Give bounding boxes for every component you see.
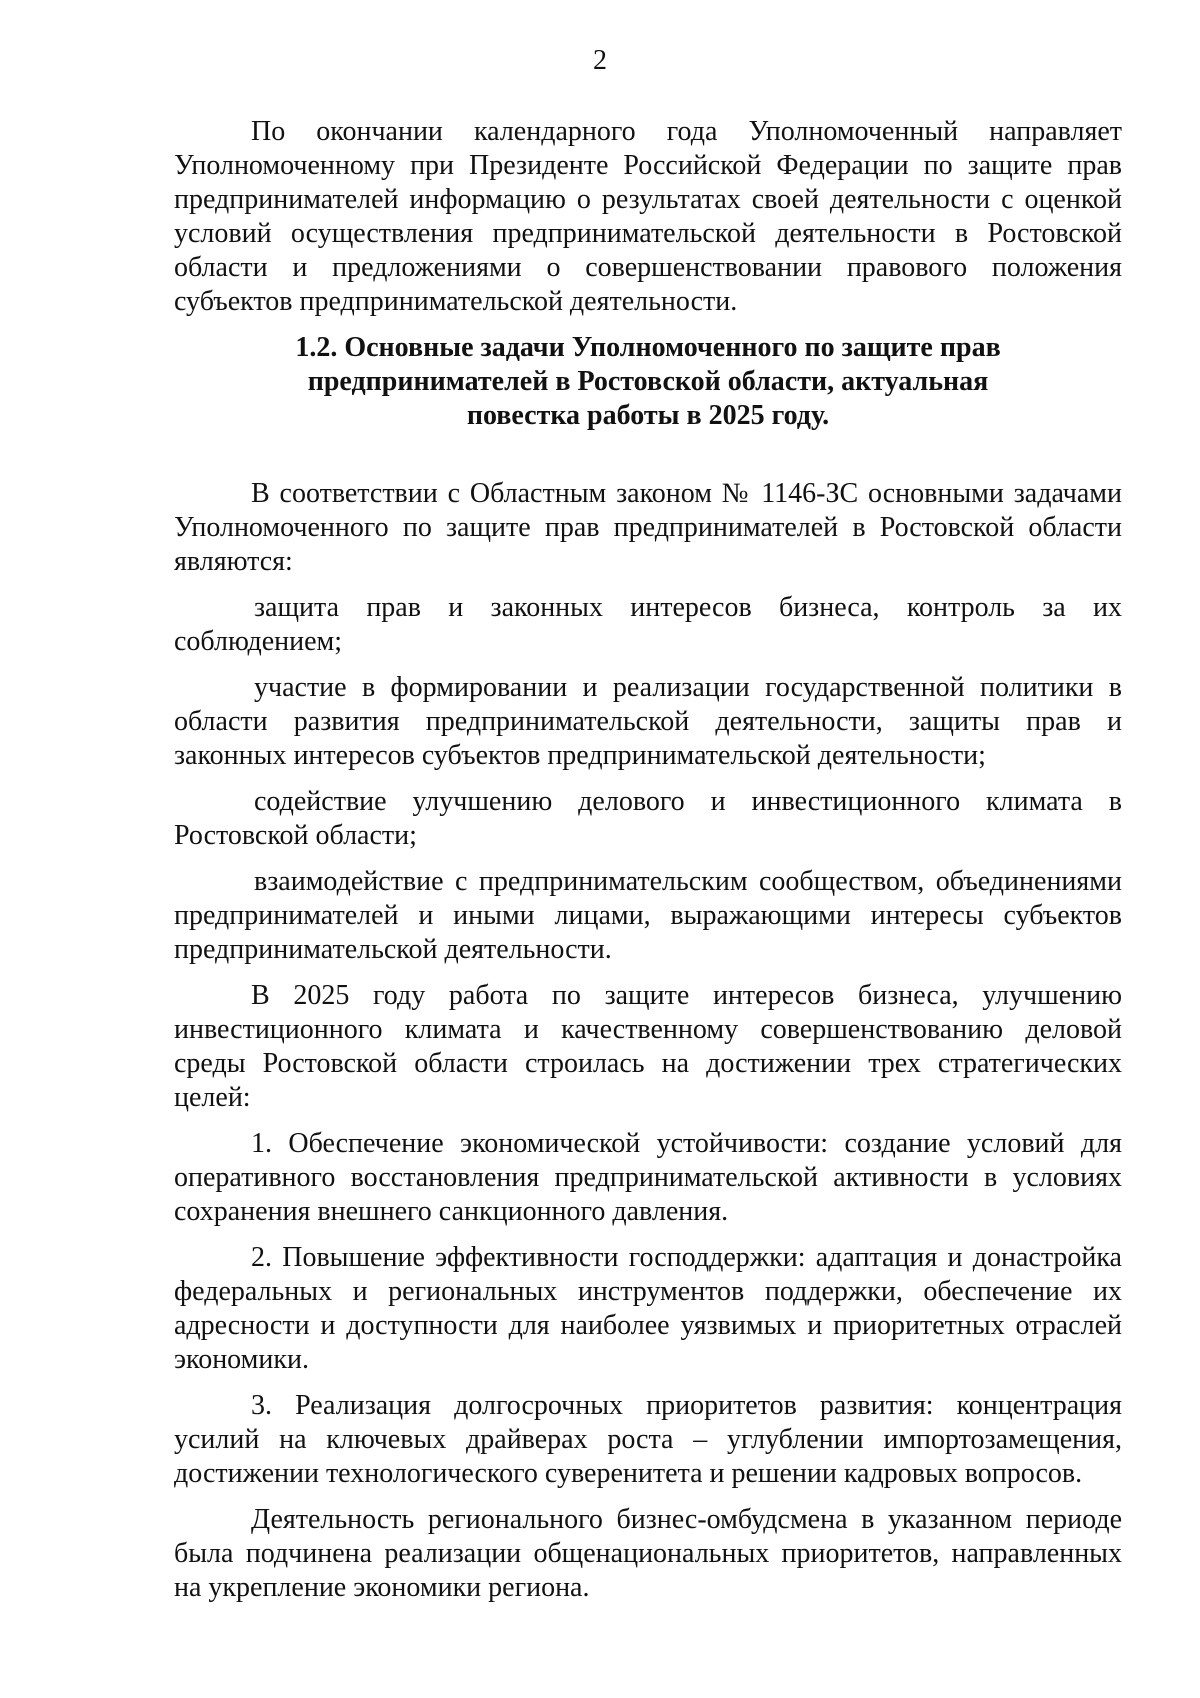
task-item: участие в формировании и реализации государственной политики в области развития предпринимательской деятельности, защиты прав и законных интересов субъектов предпринимательской деятельности; [174,672,1122,771]
goal-item: 3. Реализация долгосрочных приоритетов развития: концентрация усилий на ключевых драйверах роста – углублении импортозамещения, достижении технологического суверенитета и решении кадровых вопросов. [174,1390,1122,1489]
page-number: 2 [593,45,607,76]
document-body [174,115,1122,1617]
tasks-intro-paragraph: В соответствии с Областным законом № 1146-ЗС основными задачами Уполномоченного по защите прав предпринимателей в Ростовской области являются: [174,478,1122,577]
task-item: содействие улучшению делового и инвестиционного климата в Ростовской области; [174,786,1122,851]
goal-item: 1. Обеспечение экономической устойчивости: создание условий для оперативного восстановления предпринимательской активности в условиях сохранения внешнего санкционного давления. [174,1128,1122,1227]
section-heading [174,331,1122,433]
section-heading-line-2: предпринимателей в Ростовской области, актуальная [307,366,989,397]
section-heading-line-3: повестка работы в 2025 году. [466,400,830,431]
goal-item: 2. Повышение эффективности господдержки: адаптация и донастройка федеральных и региональных инструментов поддержки, обеспечение их адресности и доступности для наиболее уязвимых и приоритетных отраслей экономики. [174,1242,1122,1375]
section-heading-line-1: 1.2. Основные задачи Уполномоченного по защите прав [295,332,1001,363]
goals-intro-paragraph: В 2025 году работа по защите интересов бизнеса, улучшению инвестиционного климата и качественному совершенствованию деловой среды Ростовской области строилась на достижении трех стратегических целей: [174,980,1122,1113]
closing-paragraph: Деятельность регионального бизнес-омбудсмена в указанном периоде была подчинена реализации общенациональных приоритетов, направленных на укрепление экономики региона. [174,1504,1122,1603]
task-item: взаимодействие с предпринимательским сообществом, объединениями предпринимателей и иными лицами, выражающими интересы субъектов предпринимательской деятельности. [174,866,1122,965]
intro-paragraph: По окончании календарного года Уполномоченный направляет Уполномоченному при Президенте Российской Федерации по защите прав предпринимателей информацию о результатах своей деятельности с оценкой условий осуществления предпринимательской деятельности в Ростовской области и предложениями о совершенствовании правового положения субъектов предпринимательской деятельности. [174,116,1122,317]
task-item: защита прав и законных интересов бизнеса, контроль за их соблюдением; [174,592,1122,657]
